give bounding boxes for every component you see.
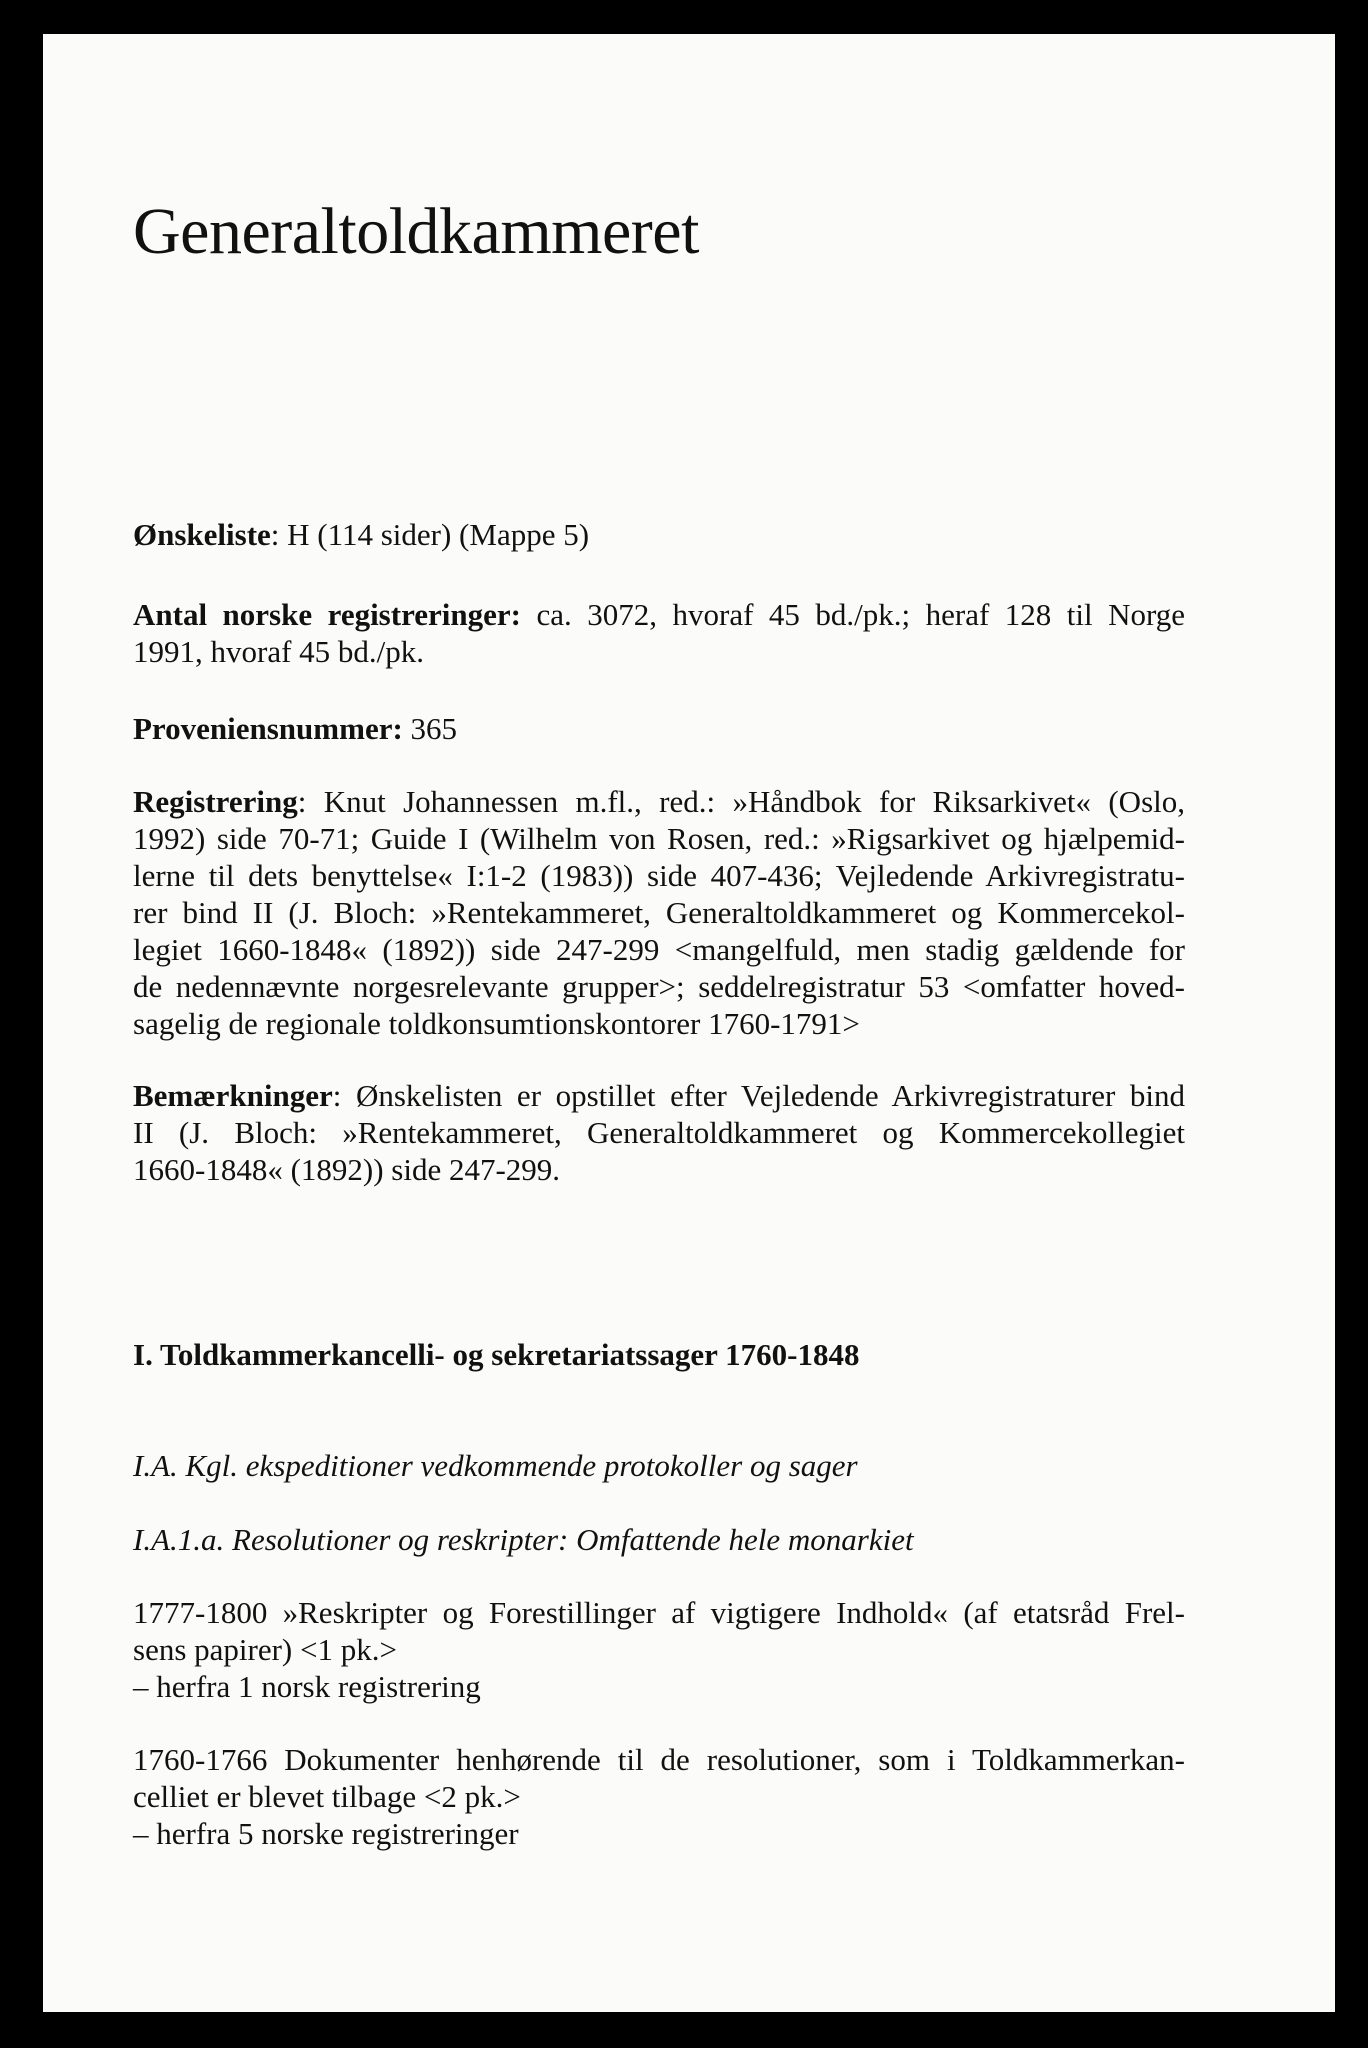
registrering-line1: : Knut Johannessen m.fl., red.: »Håndbok for Riksarkivet« (Oslo, (297, 784, 1185, 819)
entry-1-line3: – herfra 1 norsk registrering (133, 1669, 481, 1704)
bemaerkninger-line1: : Ønskelisten er opstillet efter Vejledende Arkivregistraturer bind (332, 1078, 1185, 1113)
entry-2-line2: celliet er blevet tilbage <2 pk.> (133, 1779, 521, 1814)
entry-1-line1: 1777-1800 »Reskripter og Forestillinger af vigtigere Indhold« (af etatsråd Frel- (133, 1595, 1185, 1630)
registrering-line4: rer bind II (J. Bloch: »Rentekammeret, Generaltoldkammeret og Kommercekol- (133, 895, 1185, 930)
antal-line1: ca. 3072, hvoraf 45 bd./pk.; heraf 128 til Norge (521, 597, 1185, 632)
bemaerkninger-label: Bemærkninger (133, 1078, 333, 1113)
registrering-label: Registrering (133, 784, 298, 819)
proveniens-label: Proveniensnummer: (133, 711, 403, 746)
entry-1-line2: sens papirer) <1 pk.> (133, 1632, 397, 1667)
antal-paragraph (133, 596, 1185, 670)
bemaerkninger-line2: II (J. Bloch: »Rentekammeret, Generaltoldkammeret og Kommercekollegiet (133, 1115, 1185, 1150)
proveniens-paragraph (133, 710, 1185, 747)
antal-label: Antal norske registreringer: (133, 597, 521, 632)
bemaerkninger-line3: 1660-1848« (1892)) side 247-299. (133, 1152, 561, 1187)
subheading-ia1a: I.A.1.a. Resolutioner og reskripter: Omfattende hele monarkiet (133, 1522, 914, 1557)
entry-2-line1: 1760-1766 Dokumenter henhørende til de resolutioner, som i Toldkammerkan- (133, 1742, 1185, 1777)
registrering-line5: legiet 1660-1848« (1892)) side 247-299 <mangelfuld, men stadig gældende for (133, 932, 1185, 967)
antal-line2: 1991, hvoraf 45 bd./pk. (133, 634, 425, 669)
onskeliste-text: : H (114 sider) (Mappe 5) (270, 517, 590, 552)
page-title: Generaltoldkammeret (133, 195, 699, 268)
entry-1 (133, 1594, 1185, 1705)
onskeliste-paragraph (133, 516, 1185, 553)
registrering-line3: lerne til dets benyttelse« I:1-2 (1983)) side 407-436; Vejledende Arkivregistratu- (133, 858, 1185, 893)
proveniens-text: 365 (402, 711, 458, 746)
registrering-line7: sagelig de regionale toldkonsumtionskontorer 1760-1791> (133, 1006, 860, 1041)
registrering-line2: 1992) side 70-71; Guide I (Wilhelm von Rosen, red.: »Rigsarkivet og hjælpemid- (133, 821, 1185, 856)
document-page (43, 34, 1335, 2012)
entry-2-line3: – herfra 5 norske registreringer (133, 1816, 519, 1851)
bemaerkninger-paragraph (133, 1077, 1185, 1188)
onskeliste-label: Ønskeliste (133, 517, 271, 552)
subheading-ia: I.A. Kgl. ekspeditioner vedkommende protokoller og sager (133, 1448, 858, 1483)
registrering-line6: de nedennævnte norgesrelevante grupper>; seddelregistratur 53 <omfatter hoved- (133, 969, 1185, 1004)
entry-2 (133, 1741, 1185, 1852)
section-heading: I. Toldkammerkancelli- og sekretariatssager 1760-1848 (133, 1337, 860, 1372)
registrering-paragraph (133, 783, 1185, 1042)
